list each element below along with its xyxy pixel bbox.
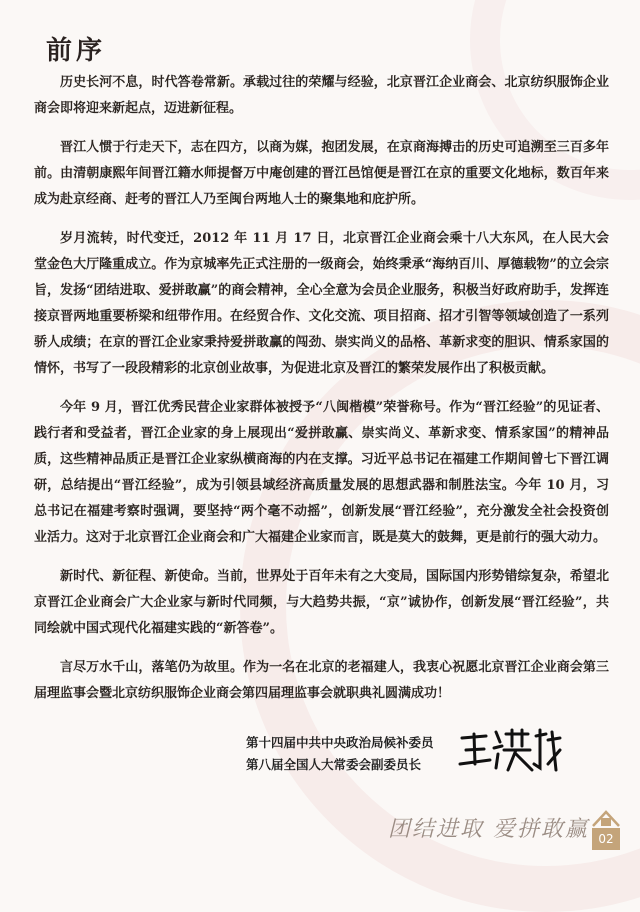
slogan: 团结进取 爱拼敢赢 (388, 817, 589, 842)
paragraph-4: 今年 9 月，晋江优秀民营企业家群体被授予“八闽楷模”荣誉称号。作为“晋江经验”的见证者、践行者和受益者，晋江企业家的身上展现出“爱拼敢赢、崇实尚义、革新求变、情系家国”的精神品质，这些精神品质正是晋江企业家纵横商海的内在支撑。习近平总书记在福建工作期间曾七下晋江调研，总结提出“晋江经验”，成为引领县域经济高质量发展的思想武器和制胜法宝。今年 10 月，习总书记在福建考察时强调，要坚持“两个毫不动摇”，创新发展“晋江经验”，充分激发全社会投资创业活力。这对于北京晋江企业商会和广大福建企业家而言，既是莫大的鼓舞，更是前行的强大动力。 (34, 400, 609, 545)
signer-title-2: 第八届全国人大常委会副委员长 (246, 757, 422, 772)
page-title: 前序 (46, 36, 107, 66)
signature-block (246, 732, 434, 776)
paragraph-3: 岁月流转，时代变迁，2012 年 11 月 17 日，北京晋江企业商会乘十八大东风，在人民大会堂金色大厅隆重成立。作为京城率先正式注册的一级商会，始终秉承“海纳百川、厚德载物”的立会宗旨，发扬“团结进取、爱拼敢赢”的商会精神，全心全意为会员企业服务，积极当好政府助手，发挥连接京晋两地重要桥梁和纽带作用。在经贸合作、文化交流、项目招商、招才引智等领域创造了一系列骄人成绩；在京的晋江企业家秉持爱拼敢赢的闯劲、崇实尚义的品格、革新求变的胆识、情系家国的情怀，书写了一段段精彩的北京创业故事，为促进北京及晋江的繁荣发展作出了积极贡献。 (34, 231, 609, 376)
signer-title-1: 第十四届中共中央政治局候补委员 (246, 735, 434, 750)
house-roof-icon (591, 806, 621, 830)
page-number: 02 (592, 828, 620, 850)
handwritten-signature (456, 720, 566, 776)
paragraph-6: 言尽万水千山，落笔仍为故里。作为一名在北京的老福建人，我衷心祝愿北京晋江企业商会第三届理监事会暨北京纺织服饰企业商会第四届理监事会就职典礼圆满成功！ (34, 660, 609, 701)
paragraph-5: 新时代、新征程、新使命。当前，世界处于百年未有之大变局，国际国内形势错综复杂，希望北京晋江企业商会广大企业家与新时代同频，与大趋势共振，“京”诚协作，创新发展“晋江经验”，共同绘就中国式现代化福建实践的“新答卷”。 (34, 569, 609, 636)
preface-body (34, 70, 609, 720)
paragraph-2: 晋江人惯于行走天下，志在四方，以商为媒，抱团发展，在京商海搏击的历史可追溯至三百多年前。由清朝康熙年间晋江籍水师提督万中庵创建的晋江邑馆便是晋江在京的重要文化地标，数百年来成为赴京经商、赶考的晋江人乃至闽台两地人士的聚集地和庇护所。 (34, 140, 609, 207)
paragraph-1: 历史长河不息，时代答卷常新。承载过往的荣耀与经验，北京晋江企业商会、北京纺织服饰企业商会即将迎来新起点，迈进新征程。 (34, 75, 609, 116)
